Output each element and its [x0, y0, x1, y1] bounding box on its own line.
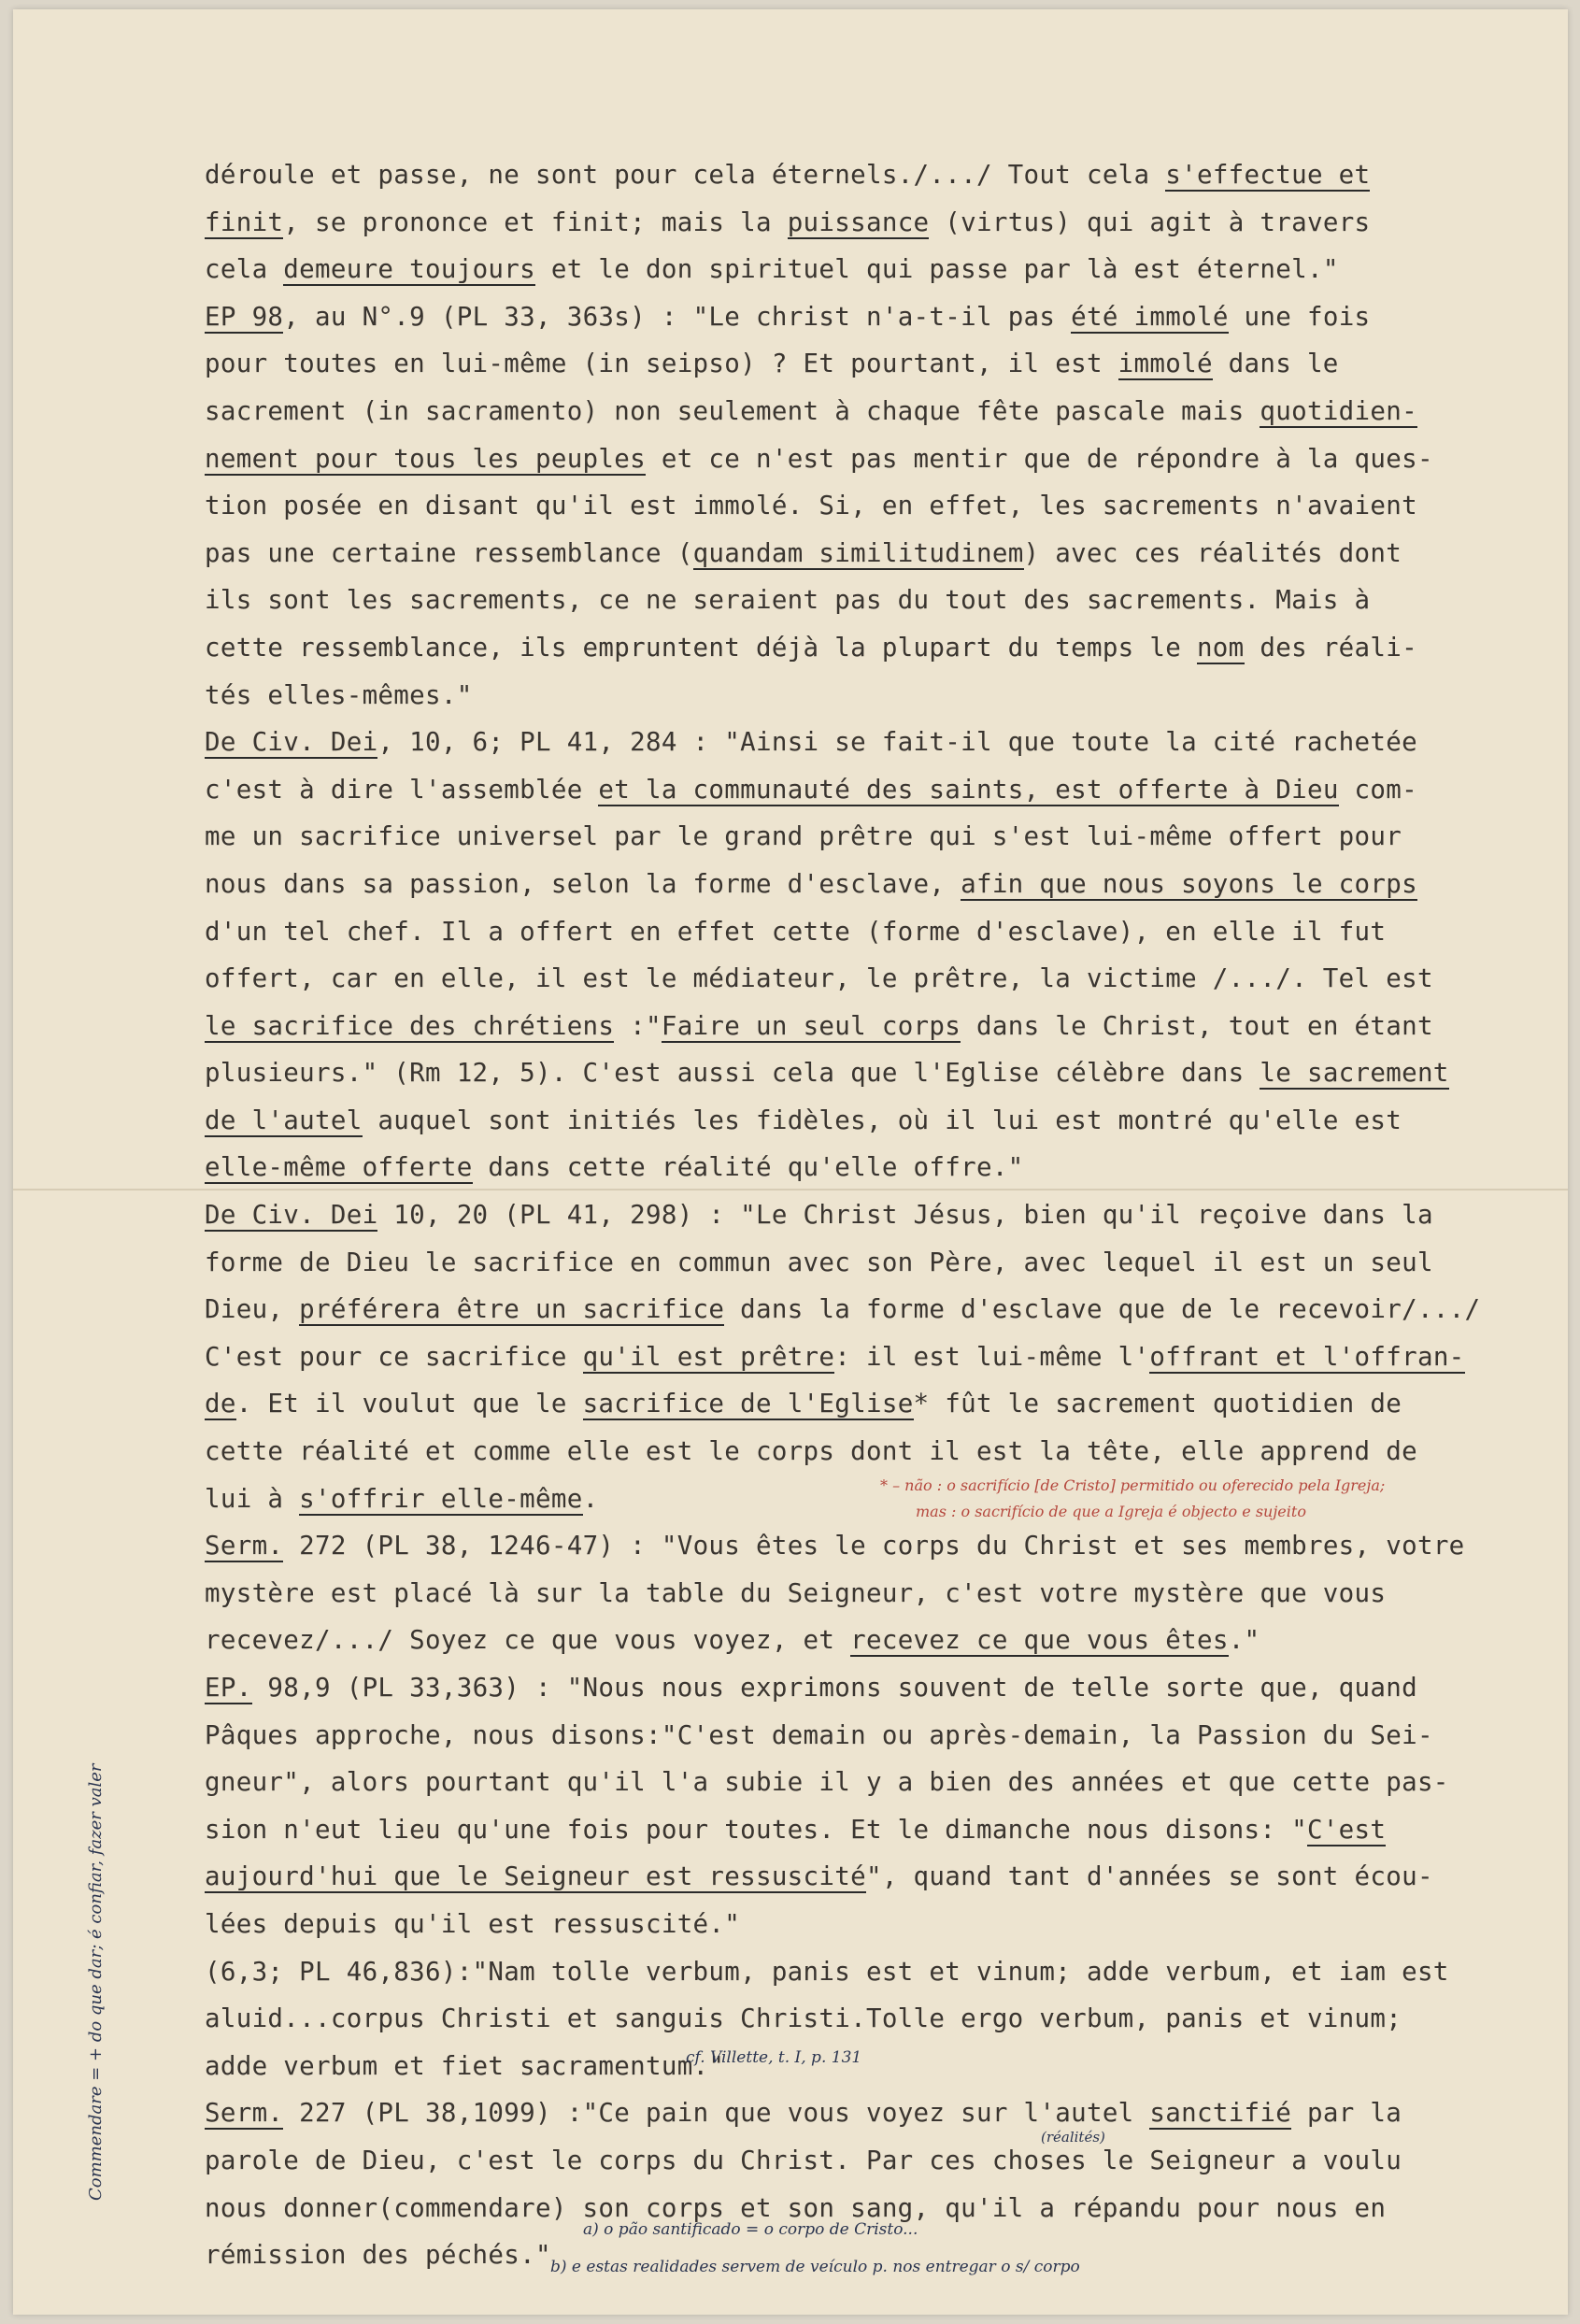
text-line [205, 340, 1447, 388]
underlined-phrase: quotidien- [1260, 395, 1417, 426]
text-line [205, 1522, 1465, 1570]
underlined-phrase: de [205, 1389, 236, 1419]
text-line [205, 246, 1447, 293]
text-segment: recevez/.../ Soyez ce que vous voyez, et [205, 1625, 851, 1656]
text-segment: aluid...corpus Christi et sanguis Christi.Tolle ergo verbum, panis et vinum; [205, 2003, 1402, 2034]
text-segment: gneur", alors pourtant qu'il l'a subie il y a bien des années et que cette pas- [205, 1767, 1449, 1798]
text-line [205, 199, 1447, 247]
underlined-phrase: et la communauté des saints, est offerte à Dieu [598, 774, 1339, 805]
text-segment: ." [1228, 1625, 1260, 1656]
villette-reference-note: cf. Villette, t. I, p. 131 [686, 2048, 862, 2067]
text-segment: c'est à dire l'assemblée [205, 774, 599, 805]
underlined-phrase: aujourd'hui que le Seigneur est ressuscité [205, 1861, 866, 1892]
text-line [205, 293, 1447, 341]
text-segment: ) avec ces réalités dont [1023, 537, 1402, 568]
text-line [205, 719, 1447, 766]
text-line [205, 1286, 1481, 1333]
underlined-phrase: été immolé [1071, 301, 1229, 332]
text-segment: 272 (PL 38, 1246-47) : "Vous êtes le corps du Christ et ses membres, votre [283, 1531, 1465, 1561]
text-segment: ils sont les sacrements, ce ne seraient pas du tout des sacrements. Mais à [205, 585, 1371, 616]
text-segment: , se prononce et finit; mais la [283, 207, 788, 237]
text-line [205, 2089, 1447, 2137]
text-segment: une fois [1228, 301, 1371, 332]
text-segment: :" [614, 1010, 662, 1041]
text-line [205, 1901, 1447, 1948]
text-line [205, 1428, 1447, 1476]
text-segment: me un sacrifice universel par le grand prêtre qui s'est lui-même offert pour [205, 821, 1402, 852]
text-segment: tés elles-mêmes." [205, 679, 473, 710]
text-line [205, 813, 1447, 861]
underlined-phrase: afin que nous soyons le corps [961, 868, 1417, 899]
text-segment: lées depuis qu'il est ressuscité." [205, 1908, 741, 1939]
text-segment: cette réalité et comme elle est le corps dont il est la tête, elle apprend de [205, 1436, 1417, 1467]
text-segment: cela [205, 254, 284, 285]
text-segment: (virtus) qui agit à travers [929, 207, 1371, 237]
text-segment: dans le [1212, 349, 1339, 379]
margin-vertical-note: Commendare = + do que dar; é confiar, fazer valer [86, 1763, 106, 2201]
underlined-phrase: préférera être un sacrifice [299, 1294, 725, 1325]
underlined-phrase: elle-même offerte [205, 1152, 473, 1183]
underlined-phrase: finit [205, 207, 284, 237]
underlined-phrase: le sacrifice des chrétiens [205, 1010, 615, 1041]
text-segment: 98,9 (PL 33,363) : "Nous nous exprimons souvent de telle sorte que, quand [251, 1673, 1417, 1703]
text-segment: lui à [205, 1483, 300, 1514]
text-line [205, 1995, 1447, 2043]
text-line [205, 672, 1447, 720]
text-segment: cette ressemblance, ils empruntent déjà la plupart du temps le [205, 632, 1197, 663]
text-segment: dans cette réalité qu'elle offre." [472, 1152, 1024, 1183]
underlined-phrase: EP 98 [205, 301, 284, 332]
text-segment: , 10, 6; PL 41, 284 : "Ainsi se fait-il que toute la cité rachetée [377, 727, 1417, 758]
text-line [205, 1003, 1447, 1050]
handwritten-note-b: b) e estas realidades servem de veículo p. nos entregar o s/ corpo [550, 2258, 1080, 2276]
underlined-phrase: sanctifié [1149, 2098, 1292, 2129]
text-segment: nous dans sa passion, selon la forme d'esclave, [205, 868, 961, 899]
underlined-phrase: C'est [1306, 1814, 1387, 1845]
text-segment: 227 (PL 38,1099) :"Ce pain que vous voyez sur l'autel [283, 2098, 1150, 2129]
handwritten-note-a: a) o pão santificado = o corpo de Cristo... [583, 2220, 918, 2239]
underlined-phrase: sacrifice de l'Eglise [582, 1389, 914, 1419]
text-line [205, 1948, 1447, 1996]
red-annotation-line-1: * – não : o sacrifício [de Cristo] permitido ou oferecido pela Igreja; [880, 1476, 1386, 1494]
text-segment: offert, car en elle, il est le médiateur, le prêtre, la victime /.../. Tel est [205, 963, 1433, 994]
text-line [205, 908, 1447, 956]
underlined-phrase: qu'il est prêtre [582, 1341, 835, 1372]
text-line [205, 1617, 1447, 1664]
text-segment: des réali- [1244, 632, 1417, 663]
text-segment: mystère est placé là sur la table du Seigneur, c'est votre mystère que vous [205, 1577, 1387, 1608]
text-segment: ", quand tant d'années se sont écou- [865, 1861, 1433, 1892]
text-segment: pas une certaine ressemblance ( [205, 537, 693, 568]
text-segment: d'un tel chef. Il a offert en effet cette (forme d'esclave), en elle il fut [205, 916, 1387, 947]
text-segment: par la [1291, 2098, 1402, 2129]
realites-note: (réalités) [1041, 2129, 1105, 2146]
underlined-phrase: De Civ. Dei [205, 1200, 378, 1231]
underlined-phrase: De Civ. Dei [205, 727, 378, 758]
text-segment: rémission des péchés." [205, 2240, 551, 2271]
text-segment: pour toutes en lui-même (in seipso) ? Et pourtant, il est [205, 349, 1118, 379]
underlined-phrase: demeure toujours [283, 254, 535, 285]
text-segment: et le don spirituel qui passe par là est éternel." [535, 254, 1339, 285]
text-line [205, 861, 1447, 908]
underlined-phrase: s'offrir elle-même [299, 1483, 583, 1514]
text-line [205, 388, 1447, 435]
text-line [205, 151, 1447, 199]
text-line [205, 1049, 1447, 1097]
underlined-phrase: quandam similitudinem [692, 537, 1024, 568]
text-segment: tion posée en disant qu'il est immolé. Si, en effet, les sacrements n'avaient [205, 491, 1417, 521]
underlined-phrase: nement pour tous les peuples [205, 443, 646, 474]
text-segment: auquel sont initiés les fidèles, où il lui est montré qu'elle est [362, 1105, 1402, 1135]
text-line [205, 1664, 1447, 1712]
text-line [205, 1333, 1465, 1381]
text-segment: * fût le sacrement quotidien de [913, 1389, 1402, 1419]
text-line [205, 577, 1447, 624]
underlined-phrase: offrant et l'offran- [1149, 1341, 1465, 1372]
text-line [205, 2137, 1447, 2185]
text-segment: C'est pour ce sacrifice [205, 1341, 583, 1372]
text-line [205, 1806, 1447, 1854]
underlined-phrase: Serm. [205, 2098, 284, 2129]
text-line [205, 1239, 1447, 1287]
text-segment: forme de Dieu le sacrifice en commun avec son Père, avec lequel il est un seul [205, 1247, 1433, 1277]
text-line [205, 624, 1447, 672]
red-annotation-line-2: mas : o sacrifício de que a Igreja é objecto e sujeito [916, 1503, 1306, 1520]
underlined-phrase: EP. [205, 1673, 252, 1703]
underlined-phrase: puissance [787, 207, 930, 237]
text-segment: sion n'eut lieu qu'une fois pour toutes. Et le dimanche nous disons: " [205, 1814, 1307, 1845]
text-segment: sacrement (in sacramento) non seulement à chaque fête pascale mais [205, 395, 1260, 426]
text-segment: . [582, 1483, 599, 1514]
underlined-phrase: recevez ce que vous êtes [850, 1625, 1229, 1656]
text-segment: adde verbum et fiet sacramentum." [205, 2050, 725, 2081]
text-segment: déroule et passe, ne sont pour cela éternels./.../ Tout cela [205, 160, 1166, 190]
text-line [205, 1191, 1447, 1239]
text-segment: nous donner(commendare) son corps et son sang, qu'il a répandu pour nous en [205, 2192, 1387, 2223]
underlined-phrase: le sacrement [1260, 1058, 1449, 1089]
underlined-phrase: Serm. [205, 1531, 284, 1561]
text-line [205, 1712, 1447, 1760]
text-line [205, 1853, 1447, 1901]
text-line [205, 1380, 1447, 1428]
underlined-phrase: s'effectue et [1165, 160, 1371, 190]
text-line [205, 1570, 1447, 1618]
text-segment: parole de Dieu, c'est le corps du Christ. Par ces choses le Seigneur a voulu [205, 2145, 1402, 2175]
text-line [205, 1097, 1447, 1145]
text-segment: Pâques approche, nous disons:"C'est demain ou après-demain, la Passion du Sei- [205, 1719, 1433, 1750]
underlined-phrase: de l'autel [205, 1105, 363, 1135]
underlined-phrase: nom [1196, 632, 1245, 663]
underlined-phrase: Faire un seul corps [661, 1010, 961, 1041]
text-line [205, 1144, 1447, 1191]
text-segment: com- [1338, 774, 1417, 805]
text-line [205, 435, 1447, 483]
underlined-phrase: immolé [1117, 349, 1213, 379]
text-segment: 10, 20 (PL 41, 298) : "Le Christ Jésus, bien qu'il reçoive dans la [377, 1200, 1433, 1231]
text-line [205, 955, 1447, 1003]
text-line [205, 530, 1447, 577]
text-segment: , au N°.9 (PL 33, 363s) : "Le christ n'a-t-il pas [283, 301, 1072, 332]
text-segment: Dieu, [205, 1294, 300, 1325]
text-line [205, 766, 1447, 814]
text-segment: dans le Christ, tout en étant [961, 1010, 1433, 1041]
typed-text-body [205, 151, 1481, 2279]
text-segment: et ce n'est pas mentir que de répondre à la ques- [645, 443, 1433, 474]
text-line [205, 1759, 1447, 1806]
text-segment: plusieurs." (Rm 12, 5). C'est aussi cela que l'Eglise célèbre dans [205, 1058, 1260, 1089]
text-segment: dans la forme d'esclave que de le recevoir/.../ [724, 1294, 1481, 1325]
text-segment: . Et il voulut que le [235, 1389, 583, 1419]
text-line [205, 482, 1447, 530]
text-segment: : il est lui-même l' [834, 1341, 1150, 1372]
text-segment: (6,3; PL 46,836):"Nam tolle verbum, panis est et vinum; adde verbum, et iam est [205, 1956, 1449, 1987]
document-page [13, 9, 1568, 2315]
